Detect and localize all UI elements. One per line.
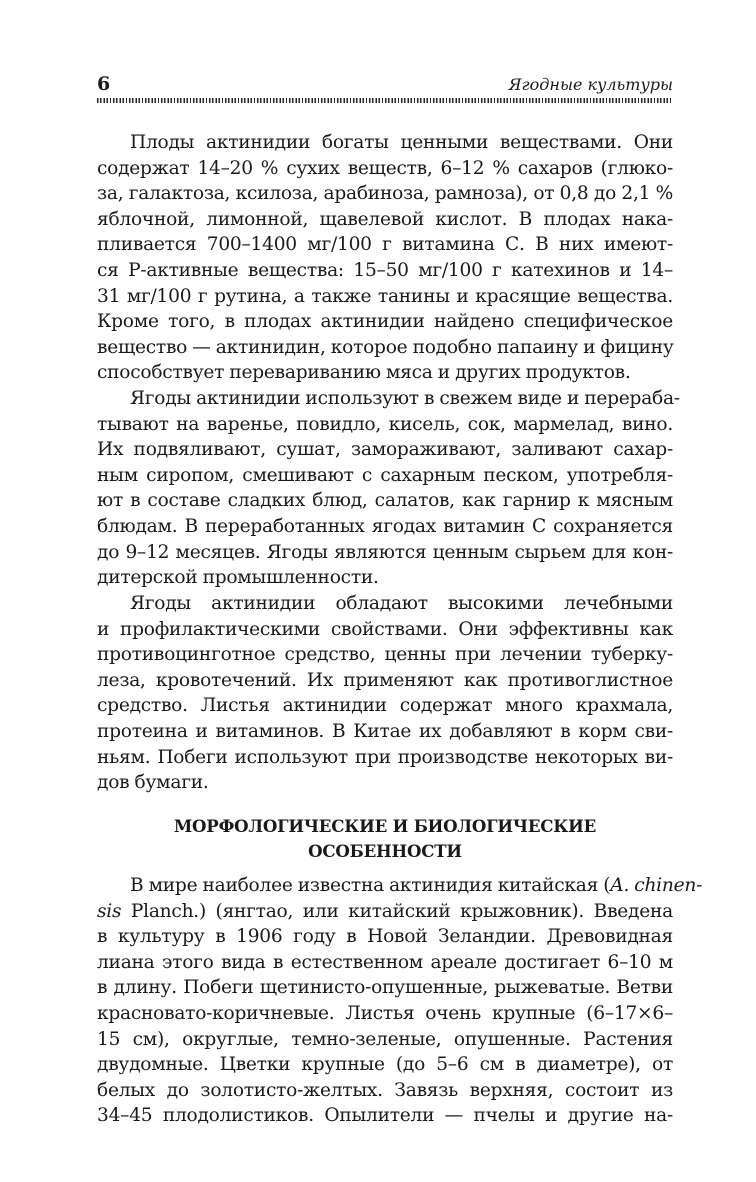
paragraph-2 xyxy=(97,386,680,591)
text-line: ным сиропом, смешивают с сахарным песком, употребля- xyxy=(97,464,673,486)
text-line: Кроме того, в плодах актинидии найдено специфическое xyxy=(97,311,673,333)
text-line: дов бумаги. xyxy=(97,772,209,794)
paragraph-3 xyxy=(97,591,673,796)
text-line: двудомные. Цветки крупные (до 5–6 см в диаметре), от xyxy=(97,1054,673,1076)
paragraph-4 xyxy=(97,873,703,1129)
text-line: 34–45 плодолистиков. Опылители — пчелы и другие на- xyxy=(97,1105,673,1127)
header-rule xyxy=(97,98,673,103)
text-line: Ягоды актинидии обладают высокими лечебными xyxy=(130,593,673,614)
page-number: 6 xyxy=(97,73,111,95)
page-header xyxy=(97,72,673,96)
text-line: дитерской промышленности. xyxy=(97,567,379,589)
text-line: и профилактическими свойствами. Они эффективны как xyxy=(97,618,673,640)
text-line: до 9–12 месяцев. Ягоды являются ценным сырьем для кон- xyxy=(97,541,673,563)
text-line: леза, кровотечений. Их применяют как противоглистное xyxy=(97,669,673,691)
text-line: яблочной, лимонной, щавелевой кислот. В плодах нака- xyxy=(97,208,673,230)
text-line: в культуру в 1906 году в Новой Зеландии. Древовидная xyxy=(97,926,673,948)
text-line xyxy=(97,873,703,899)
text-line: протеина и витаминов. В Китае их добавляют в корм сви- xyxy=(97,720,673,742)
text-line xyxy=(97,899,673,925)
text-line: белых до золотисто-желтых. Завязь верхняя, состоит из xyxy=(97,1079,673,1101)
text-line: в длину. Побеги щетинисто-опушенные, рыжеватые. Ветви xyxy=(97,977,673,999)
section-heading xyxy=(97,814,673,864)
section-heading-line: ОСОБЕННОСТИ xyxy=(308,841,462,861)
text-line: противоцинготное средство, ценны при лечении туберку- xyxy=(97,644,673,666)
text-line: вещество — актинидин, которое подобно папаину и фицину xyxy=(97,336,674,358)
text-line: ся Р-активные вещества: 15–50 мг/100 г катехинов и 14– xyxy=(97,259,673,281)
section-heading-line: МОРФОЛОГИЧЕСКИЕ И БИОЛОГИЧЕСКИЕ xyxy=(173,816,597,836)
text-line: Их подвяливают, сушат, замораживают, заливают сахар- xyxy=(97,439,673,461)
running-title: Ягодные культуры xyxy=(508,75,673,94)
text-line: лиана этого вида в естественном ареале достигает 6–10 м xyxy=(97,951,673,973)
text-line: 31 мг/100 г рутина, а также танины и красящие вещества. xyxy=(97,285,673,307)
text-line: пливается 700–1400 мг/100 г витамина С. В них имеют- xyxy=(97,234,673,256)
text-line: Плоды актинидии богаты ценными веществами. Они xyxy=(130,132,673,153)
text-line: ньям. Побеги используют при производстве некоторых ви- xyxy=(97,746,673,768)
text-line: ют в составе сладких блюд, салатов, как гарнир к мясным xyxy=(97,490,673,512)
text-line: блюдам. В переработанных ягодах витамин С сохраняется xyxy=(97,515,673,537)
text-line: Ягоды актинидии используют в свежем виде и перераба- xyxy=(130,388,680,409)
text-span: Planch.) (янгтао, или китайский крыжовник). Введена xyxy=(121,900,673,922)
text-line: красновато-коричневые. Листья очень крупные (6–17×6– xyxy=(97,1002,673,1024)
species-name-italic: A. chinen- xyxy=(610,875,703,896)
text-line: за, галактоза, ксилоза, арабиноза, рамноза), от 0,8 до 2,1 % xyxy=(97,183,673,205)
text-line: содержат 14–20 % сухих веществ, 6–12 % сахаров (глюко- xyxy=(97,157,673,179)
text-line: тывают на варенье, повидло, кисель, сок, мармелад, вино. xyxy=(97,413,673,435)
text-span: В мире наиболее известна актинидия китайская ( xyxy=(130,875,611,896)
species-name-italic: sis xyxy=(97,900,122,922)
paragraph-1 xyxy=(97,130,673,386)
text-line: 15 см), округлые, темно-зеленые, опушенные. Растения xyxy=(97,1028,673,1050)
text-line: способствует перевариванию мяса и других продуктов. xyxy=(97,362,631,384)
text-line: средство. Листья актинидии содержат много крахмала, xyxy=(97,695,673,717)
